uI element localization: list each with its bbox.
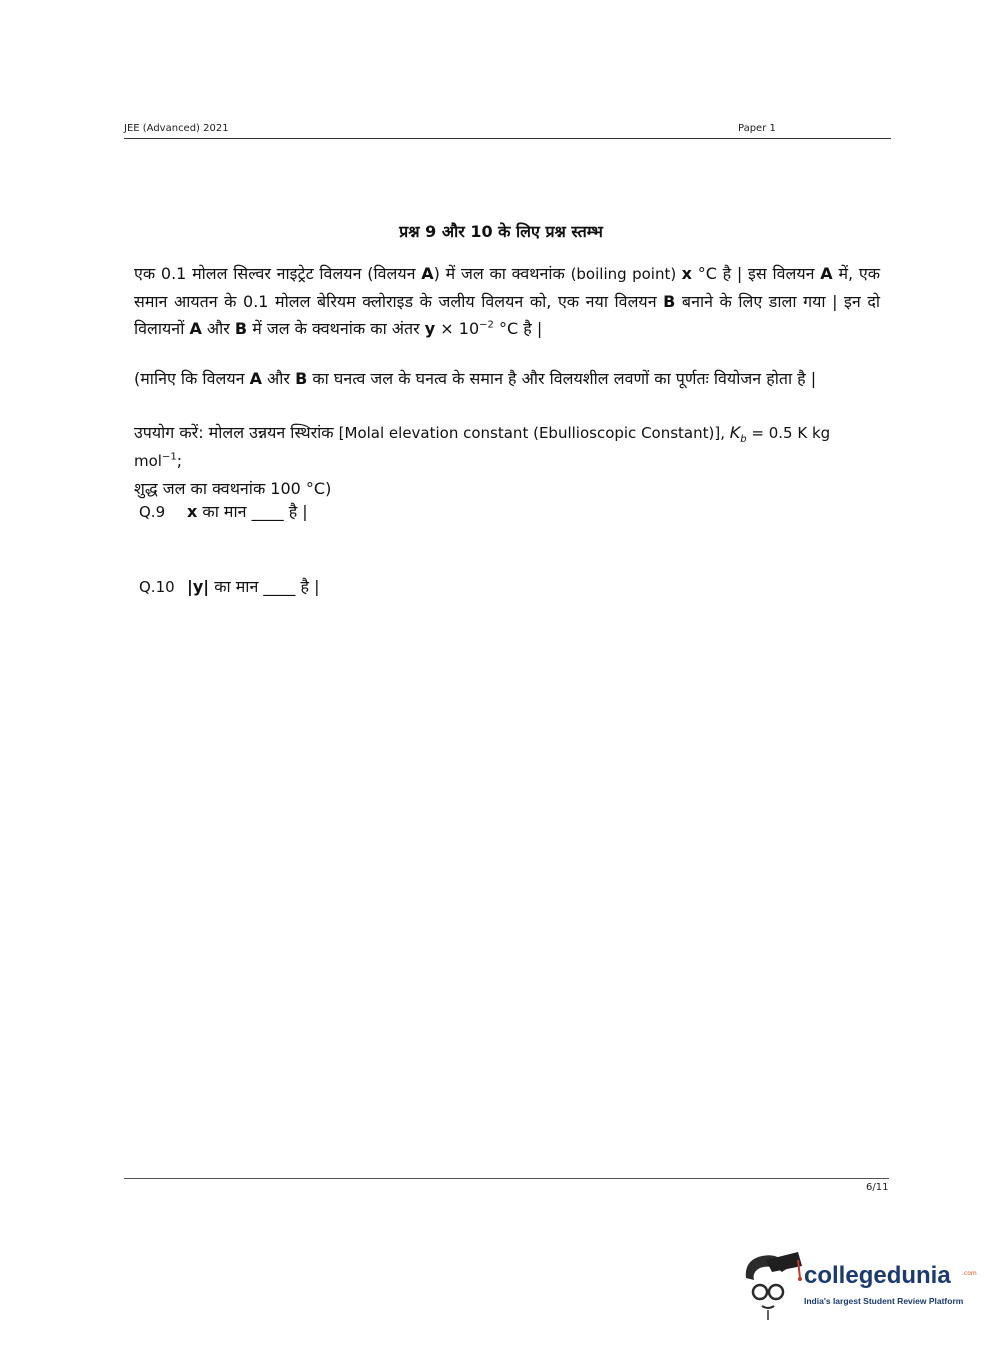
symbol-y: y	[424, 319, 436, 338]
header-divider	[124, 138, 891, 139]
symbol-x: x	[681, 264, 692, 283]
text: में जल के क्वथनांक का अंतर	[247, 319, 425, 338]
question-9	[139, 500, 308, 522]
symbol-b: B	[663, 292, 676, 311]
symbol-a: A	[189, 319, 202, 338]
footer-divider	[124, 1178, 889, 1179]
text-english: [Molal elevation constant (Ebullioscopic Constant)],	[338, 424, 730, 442]
text: उपयोग करें: मोलल उन्नयन स्थिरांक	[134, 423, 339, 442]
text: × 10	[435, 319, 480, 338]
assumption-paragraph	[134, 365, 880, 392]
exponent: −2	[479, 319, 494, 331]
text: ) में जल का क्वथनांक	[433, 264, 571, 283]
section-title: प्रश्न 9 और 10 के लिए प्रश्न स्तम्भ	[399, 222, 603, 241]
logo-suffix: .com	[962, 1270, 977, 1277]
text: (मानिए कि विलयन	[134, 369, 250, 388]
question-variable: x	[187, 502, 198, 521]
question-number: Q.10	[139, 578, 175, 596]
text: और	[201, 319, 235, 338]
page-number: 6/11	[866, 1182, 889, 1193]
logo-wordmark: collegedunia	[804, 1262, 951, 1289]
question-10	[139, 575, 319, 597]
text: एक 0.1 मोलल सिल्वर नाइट्रेट विलयन (विलयन	[134, 264, 422, 283]
symbol-a: A	[820, 264, 833, 283]
text: °C है |	[493, 319, 543, 338]
symbol-a: A	[421, 264, 434, 283]
question-text: का मान ____ है |	[209, 577, 320, 596]
text: बनाने के लिए डाला गया | इन दो विलायनों	[134, 292, 880, 338]
problem-paragraph	[134, 260, 880, 342]
text: ;	[176, 451, 183, 470]
header-paper: Paper 1	[738, 123, 776, 134]
text: शुद्ध जल का क्वथनांक 100 °C)	[134, 479, 332, 498]
symbol-b: B	[295, 369, 308, 388]
text: और	[261, 369, 296, 388]
logo-tagline: India's largest Student Review Platform	[804, 1296, 964, 1306]
symbol-a: A	[249, 369, 262, 388]
given-data-paragraph	[134, 419, 880, 502]
symbol-k: K	[729, 423, 741, 442]
text: °C है | इस विलयन	[691, 264, 821, 283]
exponent: −1	[161, 451, 177, 463]
symbol-b: B	[234, 319, 248, 338]
question-variable: |y|	[187, 577, 210, 596]
header-exam-name: JEE (Advanced) 2021	[124, 123, 229, 134]
subscript-b: b	[740, 434, 747, 446]
collegedunia-logo	[742, 1250, 977, 1320]
mascot-icon	[742, 1250, 802, 1320]
text-english: (boiling point)	[570, 265, 682, 283]
question-text: का मान ____ है |	[197, 502, 308, 521]
question-number: Q.9	[139, 503, 166, 521]
text-english: = 0.5 K kg mol	[134, 424, 831, 470]
text: का घनत्व जल के घनत्व के समान है और विलयशील लवणों का पूर्णतः वियोजन होता है |	[307, 369, 817, 388]
text: में, एक समान आयतन के 0.1 मोलल बेरियम क्लोराइड के जलीय विलयन को, एक नया विलयन	[134, 264, 880, 311]
